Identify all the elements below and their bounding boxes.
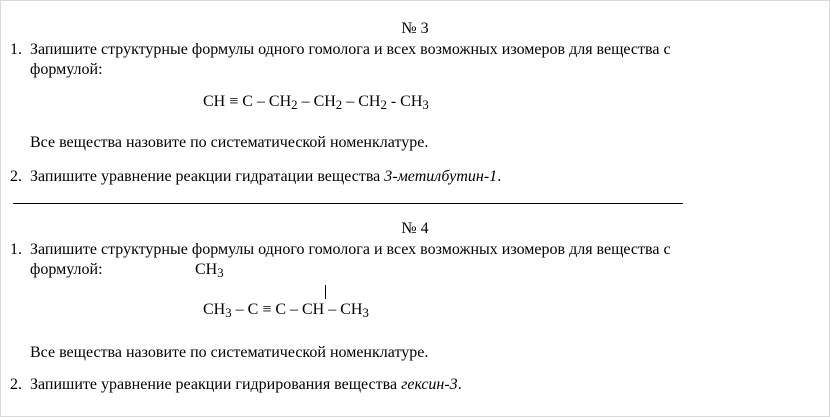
task4-q1-text-line1: Запишите структурные формулы одного гомолога и всех возможных изомеров для вещества с <box>30 241 671 258</box>
task3-formula <box>203 92 429 112</box>
task4-q2-number: 2. <box>10 376 22 393</box>
task3-q2-text <box>30 167 501 187</box>
task4-formula <box>203 300 369 320</box>
task4-q2-text <box>30 375 462 395</box>
task3-q1-text-line2: формулой: <box>30 61 103 78</box>
task4-branch-group <box>195 260 224 280</box>
branch-bond-line <box>325 285 326 299</box>
formula-part: – CH <box>297 93 336 110</box>
task4-q1-number: 1. <box>10 241 22 258</box>
formula-part: CH <box>203 301 226 318</box>
task4-heading: № 4 <box>401 220 429 237</box>
formula-part: – C ≡ C – CH – CH <box>231 301 363 318</box>
substance-name: 3-метилбутин-1 <box>384 168 498 185</box>
substance-name: гексин-3 <box>401 376 458 393</box>
formula-part: - CH <box>386 93 423 110</box>
formula-subscript: 2 <box>380 98 387 112</box>
section-divider <box>13 203 683 204</box>
formula-part: CH ≡ C – CH <box>203 93 292 110</box>
formula-subscript: 2 <box>291 98 298 112</box>
formula-subscript: 3 <box>217 266 224 280</box>
q2-end: . <box>457 376 462 393</box>
formula-part: CH <box>195 261 218 278</box>
task3-q1-text-line1: Запишите структурные формулы одного гомолога и всех возможных изомеров для вещества с <box>30 41 671 58</box>
formula-subscript: 2 <box>335 98 343 112</box>
formula-subscript: 3 <box>362 306 369 320</box>
task4-note: Все вещества назовите по систематической номенклатуре. <box>30 344 429 361</box>
task3-q1-number: 1. <box>10 41 22 58</box>
task3-heading: № 3 <box>401 20 429 37</box>
q2-text: Запишите уравнение реакции гидратации вещества <box>30 168 385 185</box>
q2-end: . <box>497 168 502 185</box>
formula-subscript: 3 <box>225 306 232 320</box>
task3-q2-number: 2. <box>10 168 22 185</box>
q2-text: Запишите уравнение реакции гидрирования вещества <box>30 376 402 393</box>
task3-note: Все вещества назовите по систематической номенклатуре. <box>30 134 429 151</box>
formula-part: – CH <box>342 93 381 110</box>
formula-subscript: 3 <box>422 98 429 112</box>
task4-q1-text-line2: формулой: <box>30 261 103 278</box>
